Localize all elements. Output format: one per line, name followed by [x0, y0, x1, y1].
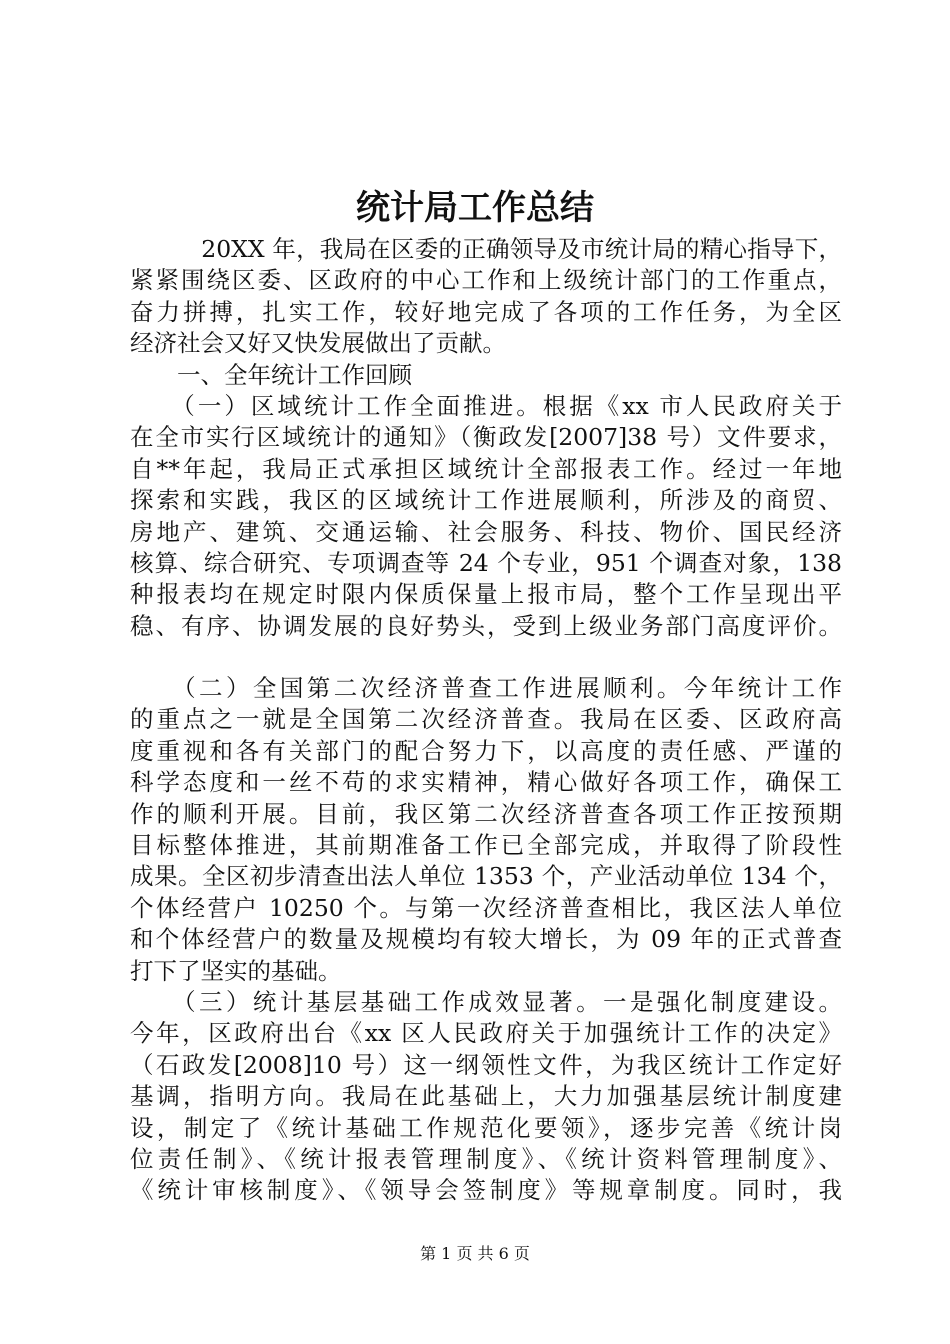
body-line: 《统计审核制度》、《领导会签制度》等规章制度。同时，我	[130, 1176, 842, 1205]
body-line: 作的顺利开展。目前，我区第二次经济普查各项工作正按预期	[130, 799, 842, 828]
body-line: 核算、综合研究、专项调查等 24 个专业，951 个调查对象，138	[130, 548, 842, 577]
document-body	[130, 234, 842, 1207]
section-heading: 一、全年统计工作回顾	[130, 360, 412, 389]
body-line: 个体经营户 10250 个。与第一次经济普查相比，我区法人单位	[130, 893, 842, 922]
body-line: 奋力拼搏，扎实工作，较好地完成了各项的工作任务，为全区	[130, 297, 842, 326]
body-line: 的重点之一就是全国第二次经济普查。我局在区委、区政府高	[130, 705, 842, 734]
body-line: 稳、有序、协调发展的良好势头，受到上级业务部门高度评价。	[130, 611, 842, 640]
body-line: （一）区域统计工作全面推进。根据《xx 市人民政府关于	[130, 391, 842, 420]
body-line: 设，制定了《统计基础工作规范化要领》，逐步完善《统计岗	[130, 1113, 842, 1142]
document-title: 统计局工作总结	[356, 188, 594, 228]
body-line: 和个体经营户的数量及规模均有较大增长，为 09 年的正式普查	[130, 925, 842, 954]
body-line: 今年，区政府出台《xx 区人民政府关于加强统计工作的决定》	[130, 1019, 842, 1048]
body-line: （二）全国第二次经济普查工作进展顺利。今年统计工作	[130, 674, 842, 703]
body-line: 在全市实行区域统计的通知》（衡政发[2007]38 号）文件要求，	[130, 423, 842, 452]
body-line: 种报表均在规定时限内保质保量上报市局，整个工作呈现出平	[130, 580, 842, 609]
body-line: （三）统计基层基础工作成效显著。一是强化制度建设。	[130, 987, 842, 1016]
body-line: 目标整体推进，其前期准备工作已全部完成，并取得了阶段性	[130, 831, 842, 860]
body-line: 位责任制》、《统计报表管理制度》、《统计资料管理制度》、	[130, 1144, 842, 1173]
page-number: 第 1 页 共 6 页	[420, 1244, 530, 1263]
paragraph-gap	[130, 642, 842, 673]
body-line: 20XX 年，我局在区委的正确领导及市统计局的精心指导下，	[130, 235, 842, 263]
body-line: 房地产、建筑、交通运输、社会服务、科技、物价、国民经济	[130, 517, 842, 546]
body-line: 成果。全区初步清查出法人单位 1353 个，产业活动单位 134 个，	[130, 862, 842, 891]
body-line: 紧紧围绕区委、区政府的中心工作和上级统计部门的工作重点，	[130, 266, 842, 295]
body-line: 度重视和各有关部门的配合努力下，以高度的责任感、严谨的	[130, 736, 842, 765]
body-line: 科学态度和一丝不苟的求实精神，精心做好各项工作，确保工	[130, 768, 842, 797]
body-line: （石政发[2008]10 号）这一纲领性文件，为我区统计工作定好	[130, 1050, 842, 1079]
body-line: 打下了坚实的基础。	[130, 956, 342, 985]
body-line: 探索和实践，我区的区域统计工作进展顺利，所涉及的商贸、	[130, 486, 842, 515]
body-line: 经济社会又好又快发展做出了贡献。	[130, 329, 506, 358]
body-line: 基调，指明方向。我局在此基础上，大力加强基层统计制度建	[130, 1082, 842, 1111]
body-line: 自**年起，我局正式承担区域统计全部报表工作。经过一年地	[130, 454, 842, 483]
